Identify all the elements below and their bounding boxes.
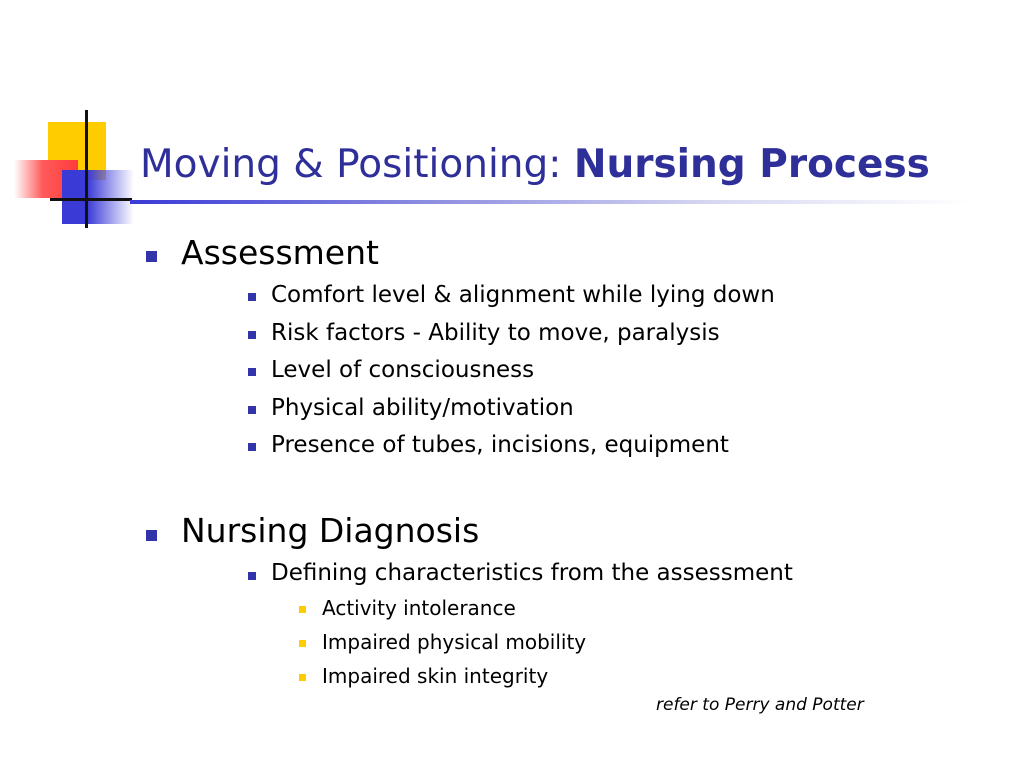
horizontal-line-shape [50, 198, 132, 201]
list-item: Physical ability/motivation [271, 395, 574, 421]
bullet-square-icon [248, 572, 256, 580]
slide-title [140, 142, 930, 187]
list-subitem: Impaired skin integrity [322, 664, 549, 688]
list-subitem: Impaired physical mobility [322, 630, 587, 654]
bullet-square-icon [299, 674, 306, 681]
list-item: Defining characteristics from the assessment [271, 560, 793, 586]
bullet-square-icon [248, 443, 256, 451]
list-subitem: Activity intolerance [322, 596, 516, 620]
section-heading-assessment: Assessment [181, 233, 379, 272]
list-item: Comfort level & alignment while lying down [271, 282, 775, 308]
section-heading-nursing-diagnosis: Nursing Diagnosis [181, 511, 480, 550]
list-item: Presence of tubes, incisions, equipment [271, 432, 729, 458]
list-item: Risk factors - Ability to move, paralysis [271, 320, 720, 346]
list-item: Level of consciousness [271, 357, 535, 383]
citation-note: refer to Perry and Potter [656, 695, 864, 715]
bullet-square-icon [146, 530, 157, 541]
bullet-square-icon [299, 606, 306, 613]
slide-title-bold: Nursing Process [573, 142, 930, 187]
bullet-square-icon [146, 251, 157, 262]
bullet-square-icon [248, 293, 256, 301]
blue-square-shape [62, 170, 134, 224]
slide-title-regular: Moving & Positioning: [140, 142, 574, 187]
vertical-line-shape [85, 110, 88, 228]
decorative-logo-squares [0, 100, 140, 230]
bullet-square-icon [248, 331, 256, 339]
bullet-square-icon [299, 640, 306, 647]
bullet-square-icon [248, 368, 256, 376]
title-underline-rule [130, 200, 970, 204]
bullet-square-icon [248, 406, 256, 414]
